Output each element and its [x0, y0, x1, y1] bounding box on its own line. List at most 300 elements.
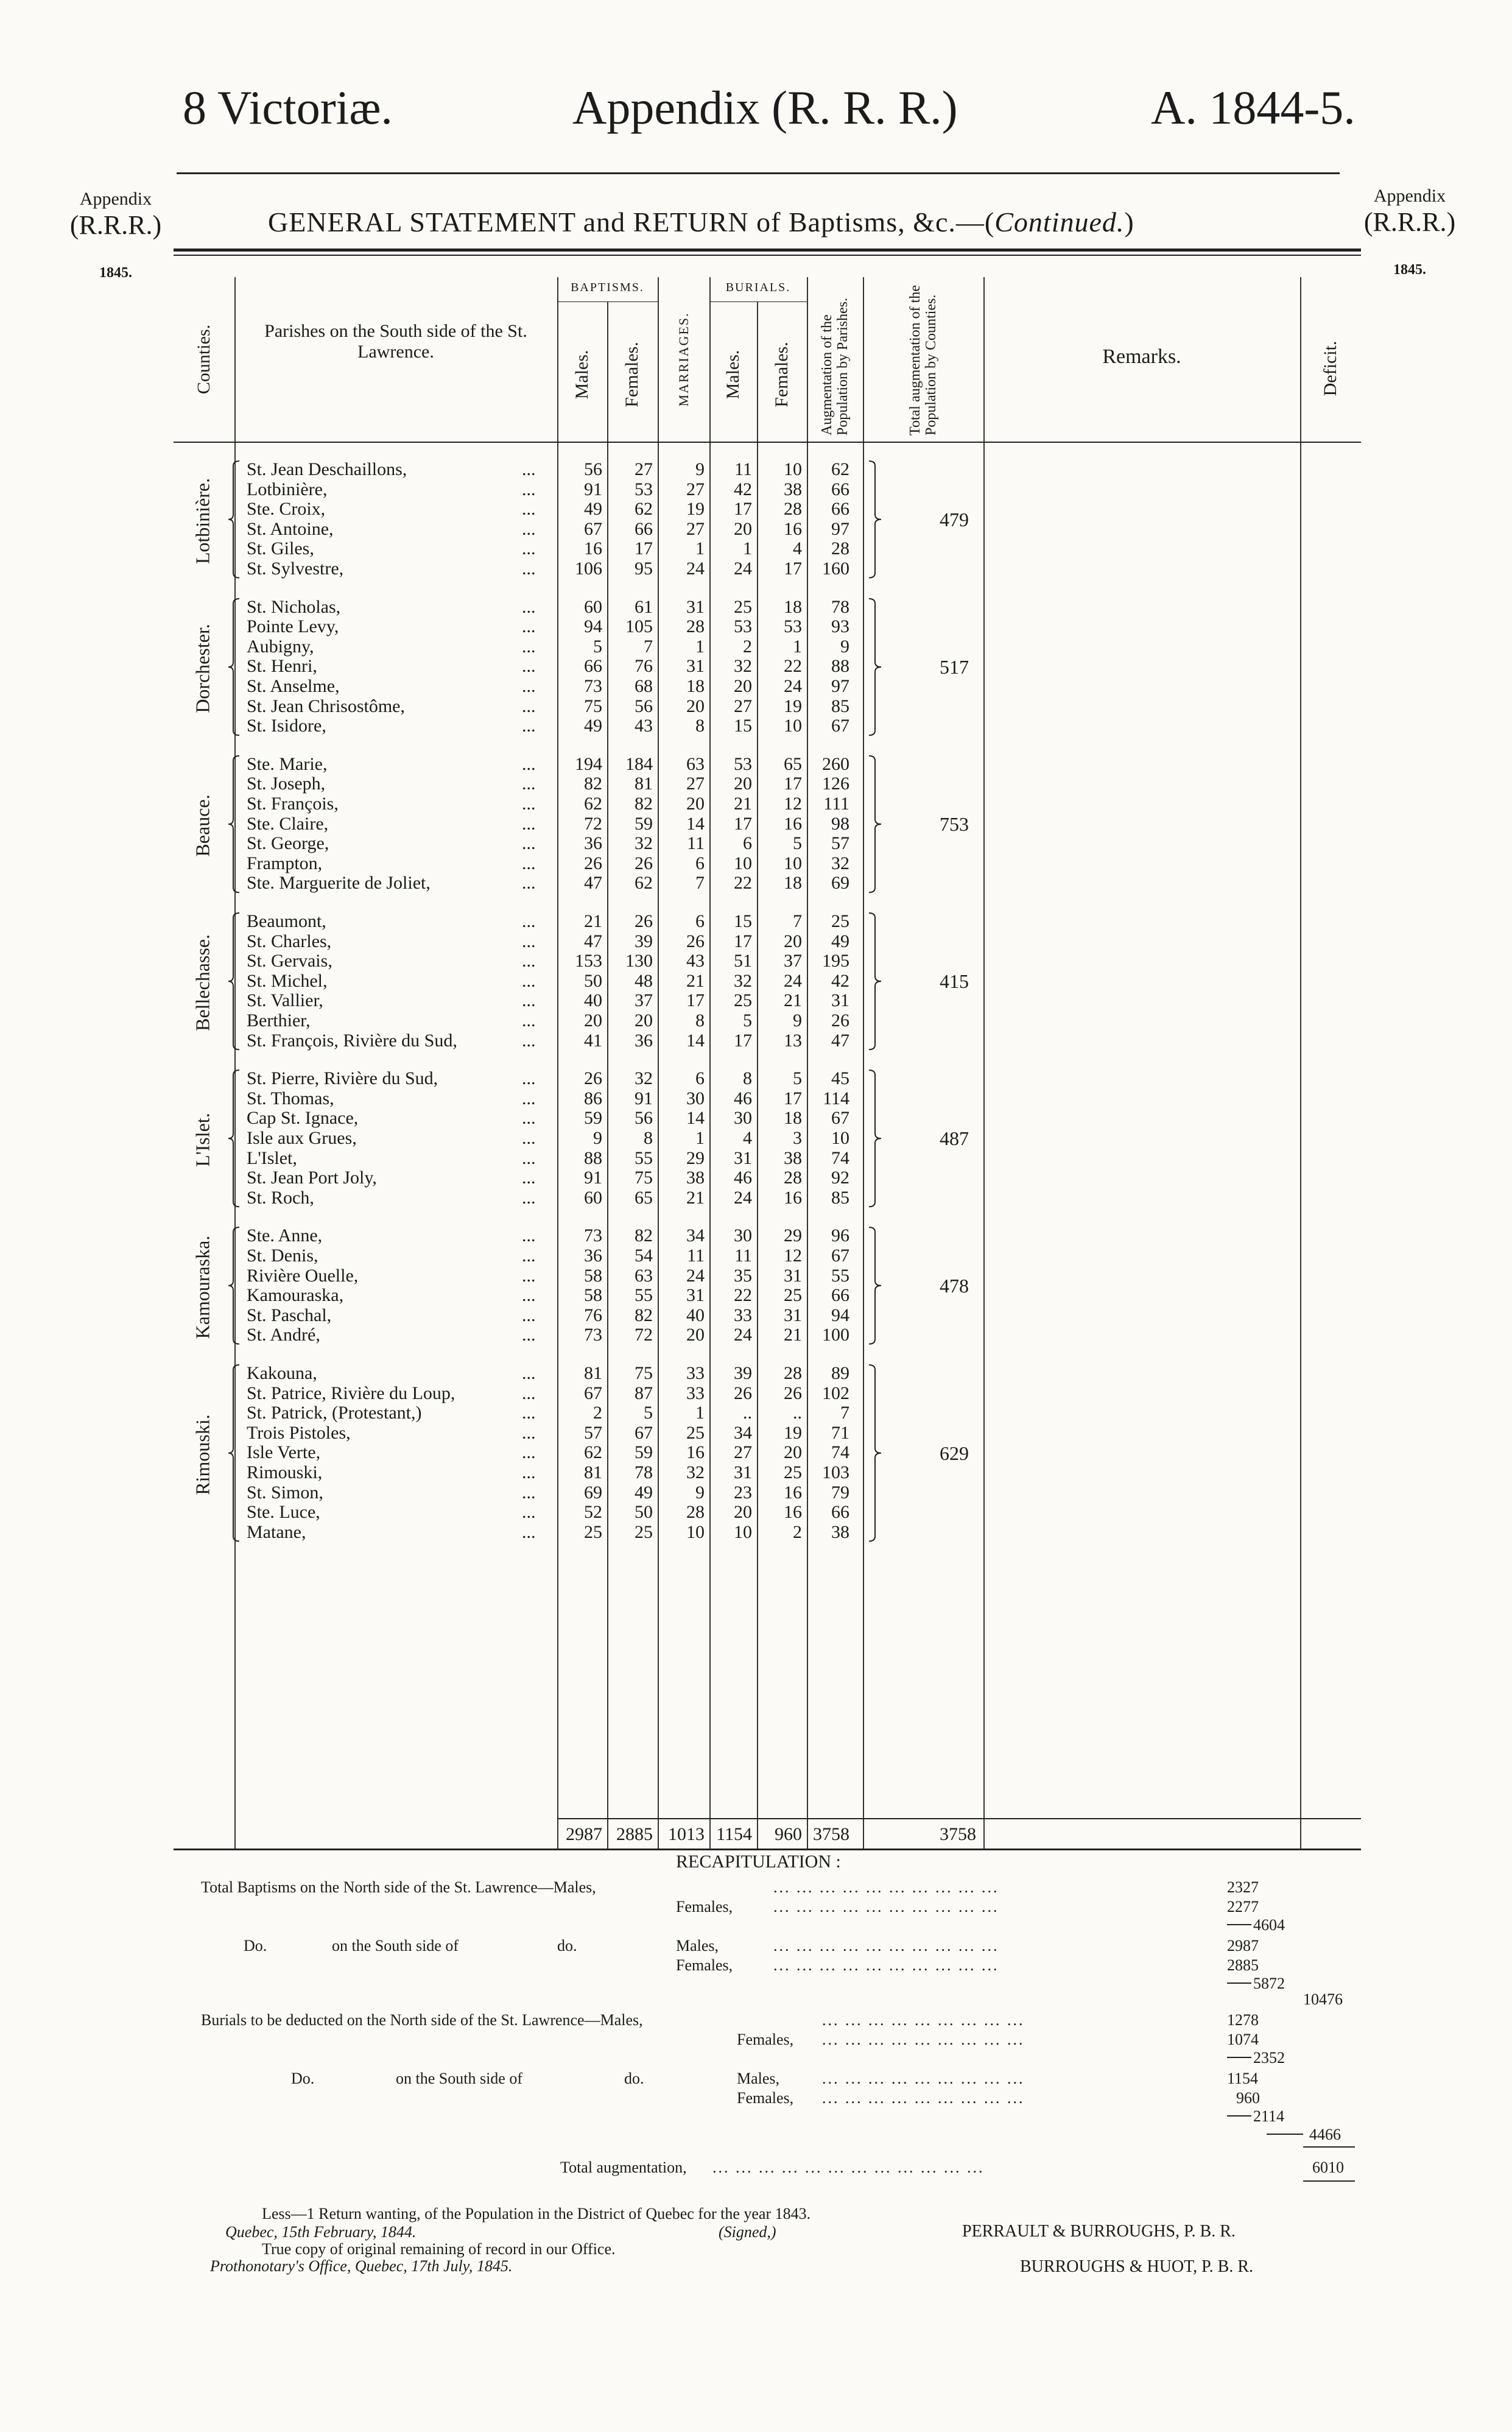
- cell-mar: 14: [686, 813, 705, 834]
- cell-um: 51: [734, 951, 752, 971]
- header-bottom-rule: [174, 442, 1361, 443]
- cell-mar: 33: [686, 1363, 705, 1383]
- cell-bf: 26: [635, 911, 653, 931]
- table-row: [174, 559, 1361, 579]
- parish-name: Kamouraska,: [247, 1285, 344, 1306]
- parish-name: St. George,: [247, 833, 329, 854]
- recap-leader: ... ... ... ... ... ... ... ... ...: [822, 2031, 1025, 2048]
- header-appendix: Appendix (R. R. R.): [572, 81, 958, 134]
- title-close: ): [1124, 206, 1134, 238]
- leader-dots: ...: [522, 1187, 536, 1208]
- title-rule-bottom: [174, 255, 1361, 256]
- recap-baptisms-north-females-label: Females,: [676, 1898, 733, 1916]
- cell-bm: 58: [584, 1285, 602, 1306]
- cell-uf: 31: [784, 1305, 802, 1325]
- cell-bf: 8: [644, 1127, 653, 1148]
- parish-name: St. Simon,: [247, 1482, 323, 1503]
- cell-bf: 54: [635, 1245, 653, 1266]
- table-row: [174, 480, 1361, 499]
- col-total-augmentation: Total augmentation of the Population by Counties.: [907, 285, 939, 435]
- parish-name: St. Roch,: [247, 1187, 314, 1208]
- recap-leader: ... ... ... ... ... ... ... ... ... ...: [773, 1956, 999, 1974]
- table-row: [174, 912, 1361, 931]
- cell-bm: 69: [584, 1482, 602, 1503]
- cell-bm: 76: [584, 1305, 602, 1325]
- leader-dots: ...: [522, 970, 536, 991]
- cell-bf: 49: [635, 1482, 653, 1503]
- cell-mar: 10: [686, 1521, 705, 1542]
- leader-dots: ...: [522, 873, 536, 893]
- margin-note-right: [1340, 186, 1480, 279]
- leader-dots: ...: [522, 1030, 536, 1051]
- cell-aug: 100: [822, 1325, 849, 1345]
- cell-uf: 12: [784, 1245, 802, 1266]
- page-title: [268, 206, 1134, 238]
- cell-mar: 8: [695, 716, 705, 736]
- cell-aug: 96: [831, 1225, 849, 1246]
- cell-bm: 153: [575, 951, 602, 971]
- cell-bm: 67: [584, 518, 602, 539]
- cell-mar: 7: [695, 873, 705, 893]
- cell-bm: 57: [584, 1422, 602, 1443]
- cell-uf: 24: [784, 675, 802, 696]
- table-row: [174, 617, 1361, 636]
- table-row: [174, 1129, 1361, 1148]
- total-total_aug: 3758: [940, 1824, 976, 1844]
- cell-um: 26: [734, 1383, 752, 1403]
- cell-um: 10: [734, 1521, 752, 1542]
- table-row: [174, 1188, 1361, 1208]
- cell-bm: 194: [575, 753, 602, 774]
- leader-dots: ...: [522, 1127, 536, 1148]
- table-row: [174, 697, 1361, 716]
- table-row: [174, 1306, 1361, 1325]
- cell-uf: 5: [793, 833, 802, 854]
- cell-bm: 75: [584, 696, 602, 716]
- leader-dots: ...: [522, 1502, 536, 1523]
- recap-leader: ... ... ... ... ... ... ... ... ... ...: [773, 1937, 999, 1954]
- table-row: [174, 774, 1361, 794]
- recap-burials-total: 4466: [1309, 2126, 1341, 2143]
- col-baptism-females: Females.: [622, 342, 642, 407]
- cell-um: 31: [734, 1147, 752, 1168]
- cell-bm: 56: [584, 459, 602, 479]
- cell-um: 53: [734, 616, 752, 637]
- cell-uf: 12: [784, 793, 802, 814]
- leader-dots: ...: [522, 616, 536, 637]
- parish-name: St. Denis,: [247, 1245, 318, 1266]
- cell-um: 20: [734, 1502, 752, 1523]
- header-rule: [177, 172, 1340, 174]
- cell-um: 15: [734, 911, 752, 931]
- cell-um: 23: [734, 1482, 752, 1503]
- county-name: Dorchester.: [191, 623, 214, 713]
- cell-aug: 88: [831, 656, 849, 677]
- margin-note-left: [49, 189, 183, 282]
- col-baptisms: BAPTISMS.: [571, 281, 644, 294]
- recap-south-side: on the South side of: [332, 1937, 459, 1954]
- title-rule-top: [174, 248, 1361, 252]
- parish-name: St. Thomas,: [247, 1088, 334, 1108]
- cell-bf: 32: [635, 1068, 653, 1089]
- cell-aug: 98: [831, 813, 849, 834]
- county-group: [174, 597, 1361, 736]
- cell-bf: 87: [635, 1383, 653, 1403]
- county-group: [174, 1226, 1361, 1345]
- parish-name: Ste. Marguerite de Joliet,: [247, 873, 431, 893]
- cell-uf: 18: [784, 596, 802, 617]
- parish-name: Matane,: [247, 1521, 306, 1542]
- cell-mar: 25: [686, 1422, 705, 1443]
- table-row: [174, 1149, 1361, 1168]
- recap-burials-south-males-value: 1154: [1227, 2070, 1259, 2087]
- footer-signed: (Signed,): [719, 2223, 776, 2241]
- table-row: [174, 794, 1361, 814]
- cell-mar: 28: [686, 616, 705, 637]
- leader-dots: ...: [522, 1363, 536, 1383]
- cell-bf: 17: [635, 538, 653, 559]
- leader-dots: ...: [522, 1010, 536, 1031]
- county-total-augmentation: 478: [940, 1275, 969, 1297]
- cell-mar: 16: [686, 1442, 705, 1463]
- recap-baptisms-south-females-label: Females,: [676, 1956, 733, 1974]
- recap-total-augmentation-value: 6010: [1312, 2159, 1344, 2176]
- cell-aug: 94: [831, 1305, 849, 1325]
- county-group: [174, 460, 1361, 579]
- table-row: [174, 1011, 1361, 1031]
- cell-um: 33: [734, 1305, 752, 1325]
- cell-bf: 91: [635, 1088, 653, 1108]
- cell-aug: 102: [822, 1383, 849, 1403]
- header-year: A. 1844-5.: [1151, 81, 1356, 134]
- parish-name: Pointe Levy,: [247, 616, 339, 637]
- recap-baptisms-north-sum: 4604: [1253, 1916, 1285, 1934]
- cell-mar: 9: [695, 459, 705, 479]
- cell-um: 20: [734, 774, 752, 794]
- cell-uf: 16: [784, 1502, 802, 1523]
- leader-dots: ...: [522, 1265, 536, 1286]
- cell-mar: 31: [686, 656, 705, 677]
- table-row: [174, 1443, 1361, 1462]
- cell-aug: 74: [831, 1147, 849, 1168]
- table-row: [174, 834, 1361, 853]
- parish-name: St. Giles,: [247, 538, 314, 559]
- cell-uf: 16: [784, 1482, 802, 1503]
- table-row: [174, 637, 1361, 657]
- col-parishes: Parishes on the South side of the St. Lawrence.: [264, 321, 527, 362]
- cell-bm: 25: [584, 1521, 602, 1542]
- leader-dots: ...: [522, 931, 536, 951]
- leader-dots: ...: [522, 696, 536, 716]
- leader-dots: ...: [522, 518, 536, 539]
- recap-title: RECAPITULATION :: [676, 1852, 841, 1872]
- recap-south-side: on the South side of: [396, 2070, 522, 2087]
- col-baptism-males: Males.: [572, 350, 592, 400]
- cell-uf: 13: [784, 1030, 802, 1051]
- leader-dots: ...: [522, 1305, 536, 1325]
- parish-name: St. Paschal,: [247, 1305, 332, 1325]
- parish-name: St. André,: [247, 1325, 320, 1345]
- cell-mar: 34: [686, 1225, 705, 1246]
- cell-uf: 37: [784, 951, 802, 971]
- parish-name: St. Antoine,: [247, 518, 334, 539]
- table-row: [174, 1246, 1361, 1266]
- cell-um: 24: [734, 559, 752, 579]
- cell-bm: 26: [584, 853, 602, 873]
- county-name: L'Islet.: [191, 1113, 214, 1167]
- parish-name: St. Isidore,: [247, 716, 326, 736]
- county-total-augmentation: 753: [940, 812, 969, 835]
- table-row: [174, 1384, 1361, 1403]
- parish-name: St. Vallier,: [247, 990, 323, 1011]
- cell-uf: 26: [784, 1383, 802, 1403]
- cell-bm: 49: [584, 716, 602, 736]
- total-um: 1154: [716, 1824, 752, 1844]
- table-row: [174, 991, 1361, 1010]
- col-augmentation: Augmentation of the Population by Parishes.: [819, 298, 851, 435]
- cell-mar: 31: [686, 1285, 705, 1306]
- parish-name: St. Patrick, (Protestant,): [247, 1403, 422, 1423]
- cell-mar: 26: [686, 931, 705, 951]
- table-row: [174, 460, 1361, 479]
- cell-bf: 39: [635, 931, 653, 951]
- cell-aug: 28: [831, 538, 849, 559]
- parish-name: St. Charles,: [247, 931, 332, 951]
- cell-bm: 2: [593, 1403, 602, 1423]
- recap-burials-south-males-label: Males,: [737, 2070, 780, 2087]
- cell-mar: 19: [686, 499, 705, 520]
- cell-bm: 88: [584, 1147, 602, 1168]
- cell-aug: 160: [822, 559, 849, 579]
- cell-mar: 6: [695, 853, 705, 873]
- cell-uf: 16: [784, 813, 802, 834]
- cell-um: 25: [734, 596, 752, 617]
- parish-name: Isle Verte,: [247, 1442, 321, 1463]
- cell-bm: 49: [584, 499, 602, 520]
- cell-uf: 31: [784, 1265, 802, 1286]
- col-marriages: MARRIAGES.: [676, 312, 691, 407]
- margin-year: 1845.: [99, 265, 132, 281]
- cell-aug: 66: [831, 1285, 849, 1306]
- cell-uf: 17: [784, 774, 802, 794]
- cell-aug: 103: [822, 1462, 849, 1482]
- parish-name: St. Gervais,: [247, 951, 332, 971]
- county-group: [174, 1364, 1361, 1542]
- parish-name: St. Jean Chrisostôme,: [247, 696, 405, 716]
- recap-rule: [1303, 2180, 1355, 2182]
- parish-name: Ste. Anne,: [247, 1225, 323, 1246]
- cell-bm: 60: [584, 1187, 602, 1208]
- cell-mar: 63: [686, 753, 705, 774]
- cell-um: 20: [734, 675, 752, 696]
- table-bottom-rule: [174, 1849, 1361, 1850]
- cell-um: 11: [734, 1245, 752, 1266]
- cell-um: 32: [734, 656, 752, 677]
- cell-mar: 1: [695, 636, 705, 657]
- cell-mar: 14: [686, 1030, 705, 1051]
- cell-mar: 30: [686, 1088, 705, 1108]
- table-row: [174, 1523, 1361, 1542]
- recap-burials-north-females-value: 1074: [1227, 2031, 1259, 2048]
- cell-uf: 28: [784, 1363, 802, 1383]
- total-uf: 960: [775, 1824, 802, 1844]
- cell-aug: 9: [840, 636, 849, 657]
- cell-uf: 9: [793, 1010, 802, 1031]
- recap-baptisms-south-sum: 5872: [1253, 1975, 1285, 1992]
- cell-bf: 130: [625, 951, 653, 971]
- cell-bm: 82: [584, 774, 602, 794]
- cell-uf: 65: [784, 753, 802, 774]
- cell-bm: 40: [584, 990, 602, 1011]
- cell-mar: 20: [686, 1325, 705, 1345]
- cell-um: 53: [734, 753, 752, 774]
- cell-aug: 67: [831, 1108, 849, 1129]
- county-total-augmentation: 415: [940, 970, 969, 993]
- cell-uf: 21: [784, 990, 802, 1011]
- cell-mar: 11: [687, 1245, 705, 1266]
- cell-mar: 38: [686, 1168, 705, 1188]
- cell-uf: 20: [784, 931, 802, 951]
- cell-bm: 67: [584, 1383, 602, 1403]
- cell-um: 10: [734, 853, 752, 873]
- cell-um: 22: [734, 873, 752, 893]
- cell-aug: 97: [831, 675, 849, 696]
- leader-dots: ...: [522, 716, 536, 736]
- baptisms-rule: [557, 301, 658, 302]
- leader-dots: ...: [522, 774, 536, 794]
- cell-mar: 20: [686, 696, 705, 716]
- leader-dots: ...: [522, 951, 536, 971]
- cell-bf: 48: [635, 970, 653, 991]
- cell-mar: 14: [686, 1108, 705, 1129]
- cell-um: 42: [734, 479, 752, 499]
- cell-bf: 82: [635, 1305, 653, 1325]
- cell-bf: 82: [635, 793, 653, 814]
- county-group: [174, 912, 1361, 1051]
- parish-name: St. Henri,: [247, 656, 317, 677]
- cell-aug: 78: [831, 596, 849, 617]
- leader-dots: ...: [522, 1285, 536, 1306]
- cell-bm: 50: [584, 970, 602, 991]
- cell-uf: 19: [784, 696, 802, 716]
- table-row: [174, 1286, 1361, 1305]
- recap-baptisms-north-males-label: Total Baptisms on the North side of the St. Lawrence—Males,: [201, 1878, 596, 1896]
- cell-um: 27: [734, 696, 752, 716]
- cell-um: 4: [743, 1127, 752, 1148]
- cell-bf: 66: [635, 518, 653, 539]
- cell-bf: 56: [635, 696, 653, 716]
- margin-code: (R.R.R.): [69, 210, 162, 240]
- recap-baptisms-north-females-value: 2277: [1227, 1898, 1259, 1916]
- leader-dots: ...: [522, 1482, 536, 1503]
- recap-baptisms-total: 10476: [1303, 1990, 1343, 2008]
- cell-mar: 20: [686, 793, 705, 814]
- cell-bm: 106: [575, 559, 602, 579]
- cell-uf: 7: [793, 911, 802, 931]
- recap-leader: ... ... ... ... ... ... ... ... ... ... ... ...: [712, 2159, 985, 2176]
- cell-mar: 24: [686, 559, 705, 579]
- cell-aug: 195: [822, 951, 849, 971]
- cell-uf: 28: [784, 1168, 802, 1188]
- cell-um: 11: [734, 459, 752, 479]
- cell-aug: 114: [823, 1088, 849, 1108]
- cell-bm: 60: [584, 596, 602, 617]
- cell-bf: 63: [635, 1265, 653, 1286]
- cell-bf: 53: [635, 479, 653, 499]
- cell-bm: 62: [584, 793, 602, 814]
- county-total-augmentation: 487: [940, 1127, 969, 1150]
- county-group: [174, 1069, 1361, 1208]
- cell-uf: 10: [784, 459, 802, 479]
- footer-signer-2: BURROUGHS & HUOT, P. B. R.: [1020, 2257, 1253, 2276]
- leader-dots: ...: [522, 1068, 536, 1089]
- recap-baptisms-south-males-label: Males,: [676, 1937, 719, 1954]
- cell-bf: 32: [635, 833, 653, 854]
- cell-uf: 24: [784, 970, 802, 991]
- leader-dots: ...: [522, 499, 536, 520]
- recap-rule: [1227, 2115, 1251, 2117]
- cell-aug: 97: [831, 518, 849, 539]
- cell-um: 30: [734, 1225, 752, 1246]
- parish-name: St. Jean Deschaillons,: [247, 459, 407, 479]
- col-counties: Counties.: [194, 324, 214, 395]
- cell-um: 17: [734, 931, 752, 951]
- cell-mar: 11: [687, 833, 705, 854]
- cell-um: 1: [743, 538, 752, 559]
- cell-aug: 71: [831, 1422, 849, 1443]
- statement-table: [174, 277, 1361, 1849]
- recap-burials-south-females-value: 960: [1236, 2089, 1260, 2107]
- table-row: [174, 597, 1361, 617]
- cell-mar: 21: [686, 1187, 705, 1208]
- cell-uf: 16: [784, 518, 802, 539]
- leader-dots: ...: [522, 459, 536, 479]
- cell-aug: 32: [831, 853, 849, 873]
- recap-burials-north-males-value: 1278: [1227, 2011, 1259, 2029]
- parish-name: Trois Pistoles,: [247, 1422, 351, 1443]
- leader-dots: ...: [522, 1403, 536, 1423]
- cell-bm: 91: [584, 1168, 602, 1188]
- table-row: [174, 1483, 1361, 1503]
- table-row: [174, 716, 1361, 736]
- cell-uf: 19: [784, 1422, 802, 1443]
- cell-aug: 74: [831, 1442, 849, 1463]
- cell-uf: 25: [784, 1285, 802, 1306]
- footer-signer-1: PERRAULT & BURROUGHS, P. B. R.: [962, 2222, 1236, 2241]
- cell-bf: 59: [635, 1442, 653, 1463]
- total-aug: 3758: [813, 1824, 849, 1844]
- leader-dots: ...: [522, 559, 536, 579]
- total-bf: 2885: [616, 1824, 653, 1844]
- cell-bm: 20: [584, 1010, 602, 1031]
- recap-rule: [1227, 1924, 1251, 1925]
- cell-mar: 27: [686, 479, 705, 499]
- table-row: [174, 539, 1361, 559]
- cell-uf: 18: [784, 873, 802, 893]
- cell-bf: 55: [635, 1147, 653, 1168]
- cell-mar: 1: [695, 1403, 705, 1423]
- cell-um: 17: [734, 1030, 752, 1051]
- cell-uf: 17: [784, 1088, 802, 1108]
- parish-name: St. Jean Port Joly,: [247, 1168, 377, 1188]
- cell-bm: 86: [584, 1088, 602, 1108]
- total-bm: 2987: [566, 1824, 602, 1844]
- cell-bm: 62: [584, 1442, 602, 1463]
- county-name: Kamouraska.: [191, 1235, 214, 1339]
- table-row: [174, 499, 1361, 519]
- parish-name: St. Pierre, Rivière du Sud,: [247, 1068, 438, 1089]
- cell-bf: 184: [625, 753, 653, 774]
